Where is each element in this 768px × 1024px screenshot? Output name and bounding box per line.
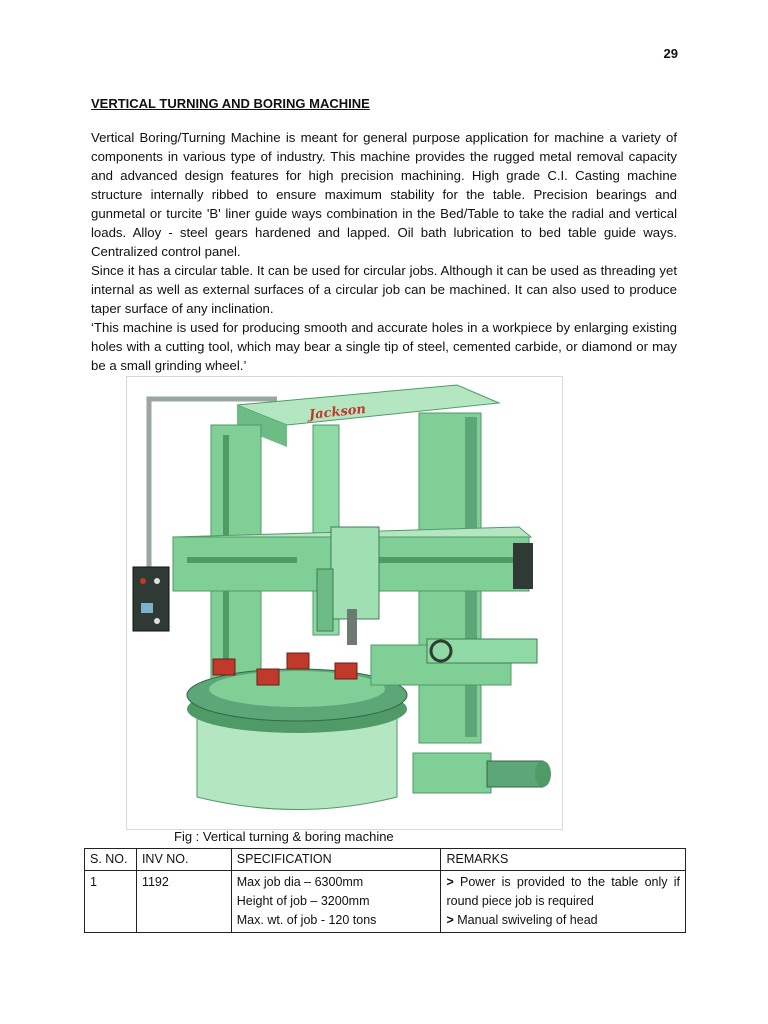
header-remarks: REMARKS — [441, 849, 686, 871]
cross-rail-slot — [187, 557, 297, 563]
tool-head — [331, 527, 379, 619]
control-display — [141, 603, 153, 613]
specification-table — [84, 848, 686, 933]
control-button-red — [140, 578, 146, 584]
control-button-white — [154, 578, 160, 584]
remark-bullet: > — [446, 875, 454, 889]
body-text — [91, 128, 677, 375]
machine-illustration — [127, 377, 562, 829]
header-specification: SPECIFICATION — [231, 849, 441, 871]
remark-bullet: > — [446, 913, 454, 927]
paragraph-circular-jobs: Since it has a circular table. It can be used for circular jobs. Although it can be used as threading yet internal as well as external surfaces of a circular job can be machined. It can also used to produce taper surface of any inclination. — [91, 263, 677, 316]
chuck-jaw-2 — [257, 669, 279, 685]
page-heading: VERTICAL TURNING AND BORING MACHINE — [91, 96, 370, 111]
paragraph-boring-definition: ‘This machine is used for producing smooth and accurate holes in a workpiece by enlarging existing holes with a cutting tool, which may bear a single tip of steel, cemented carbide, or diamond or may be a small grinding wheel.’ — [91, 320, 677, 373]
spec-height-of-job: Height of job – 3200mm — [236, 894, 370, 908]
drive-motor — [487, 761, 543, 787]
remark-power-text: Power is provided to the table only if round piece job is required — [446, 875, 680, 908]
header-inv-no: INV NO. — [136, 849, 231, 871]
cross-rail-slot-right — [367, 557, 517, 563]
page-number: 29 — [663, 46, 678, 61]
brand-logo: Jackson — [308, 401, 367, 423]
tool-slide — [317, 569, 333, 631]
cell-remarks — [441, 871, 686, 933]
cell-sno: 1 — [85, 871, 137, 933]
cell-inv-no: 1192 — [136, 871, 231, 933]
header-sno: S. NO. — [85, 849, 137, 871]
machine-figure — [126, 376, 563, 830]
remark-swiveling-text: Manual swiveling of head — [453, 913, 598, 927]
cell-specification — [231, 871, 441, 933]
motor-end — [535, 761, 551, 787]
remark-power — [446, 873, 680, 911]
spec-max-job-dia: Max job dia – 6300mm — [236, 875, 364, 889]
paragraph-description: Vertical Boring/Turning Machine is meant for general purpose application for machine a variety of components in various type of industry. This machine provides the rugged metal removal capacity and advanced design features for high precision machining. High grade C.I. Casting machine structure internally ribbed to ensure maximum stability for the table. Precision bearings and gunmetal or turcite 'B' liner guide ways combination in the Bed/Table to take the radial and vertical loads. Alloy - steel gears hardened and lapped. Oil bath lubrication to bed table guide ways. Centralized control panel. — [91, 130, 677, 259]
figure-caption: Fig : Vertical turning & boring machine — [174, 829, 394, 844]
table-header-row — [85, 849, 686, 871]
tool-bar — [347, 609, 357, 645]
remark-swiveling — [446, 911, 680, 930]
chuck-jaw-3 — [287, 653, 309, 669]
rotary-table-top — [209, 671, 385, 707]
control-panel — [133, 567, 169, 631]
rail-gearbox — [513, 543, 533, 589]
control-button-white-2 — [154, 618, 160, 624]
table-row — [85, 871, 686, 933]
chuck-jaw-4 — [335, 663, 357, 679]
spec-max-weight: Max. wt. of job - 120 tons — [236, 913, 377, 927]
feed-gearbox — [413, 753, 491, 793]
chuck-jaw-1 — [213, 659, 235, 675]
